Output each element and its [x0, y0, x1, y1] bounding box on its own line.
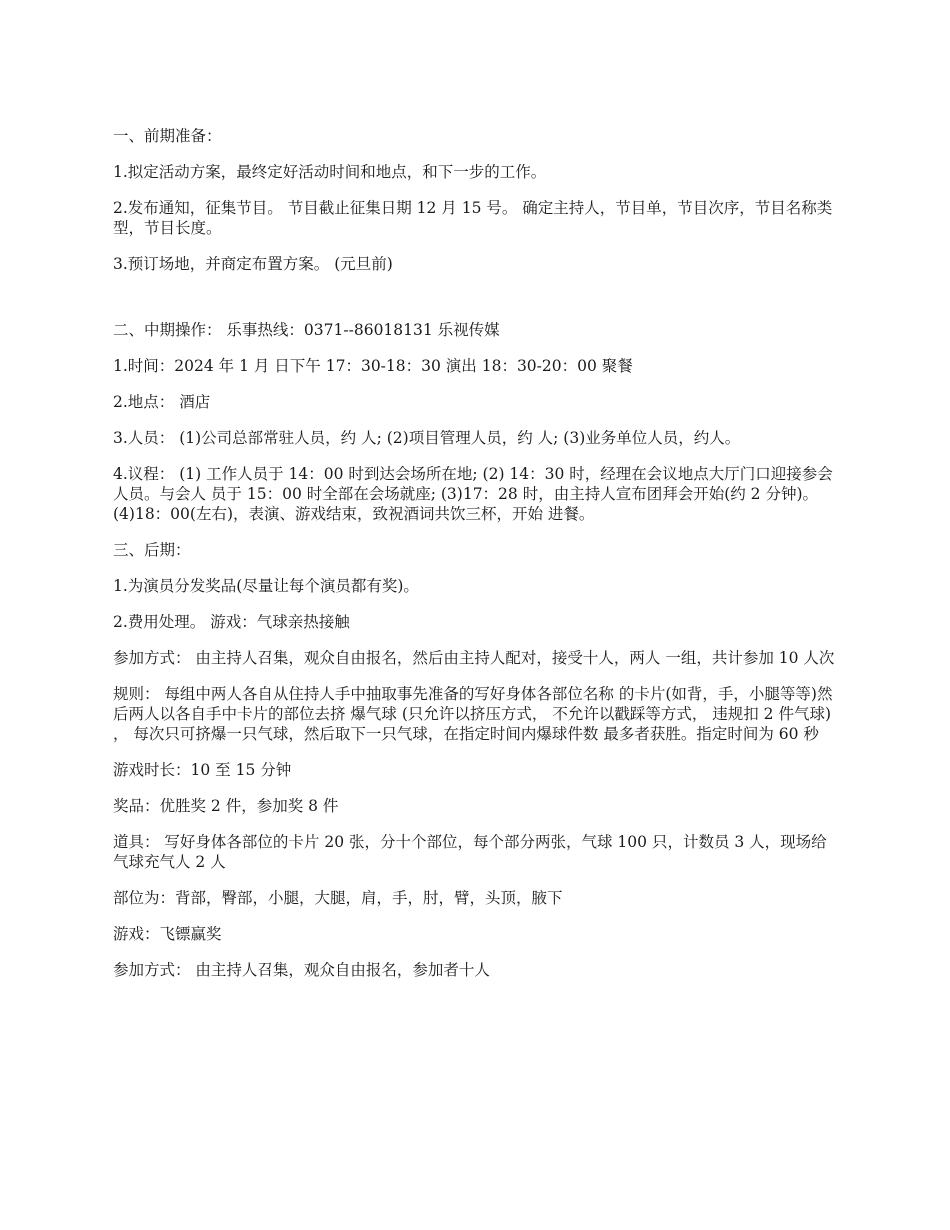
game1-rules: 规则： 每组中两人各自从住持人手中抽取事先准备的写好身体各部位名称 的卡片(如背，手，小腿等等)然后两人以各自手中卡片的部位去挤 爆气球 (只允许以挤压方式， 不允许以戳踩等方式， 违规扣 2 件气球) ， 每次只可挤爆一只气球，然后取下一只气球，在指定时间内爆球件数 最多者获胜。指定时间为 60 秒	[113, 685, 833, 743]
section-heading-preparation: 一、前期准备：	[113, 127, 222, 145]
prep-item-3: 3.预订场地，并商定布置方案。 (元旦前)	[113, 255, 393, 273]
game1-participation: 参加方式： 由主持人召集，观众自由报名，然后由主持人配对，接受十人，两人 一组，共计参加 10 人次	[113, 649, 835, 667]
game1-prizes: 奖品：优胜奖 2 件，参加奖 8 件	[113, 797, 339, 815]
op-item-personnel: 3.人员： (1)公司总部常驻人员，约 人; (2)项目管理人员，约 人; (3)业务单位人员，约人。	[113, 429, 741, 447]
op-item-agenda: 4.议程： (1) 工作人员于 14：00 时到达会场所在地; (2) 14：30 时，经理在会议地点大厅门口迎接参会人员。与会人 员于 15：00 时全部在会场就座; (3)17：28 时，由主持人宣布团拜会开始(约 2 分钟)。 (4)18：00(左右)，表演、游戏结束，致祝酒词共饮三杯，开始 进餐。	[113, 465, 833, 523]
section-heading-post: 三、后期：	[113, 541, 191, 559]
op-item-location: 2.地点： 酒店	[113, 393, 211, 411]
game1-props: 道具： 写好身体各部位的卡片 20 张，分十个部位，每个部分两张，气球 100 只，计数员 3 人，现场给气球充气人 2 人	[113, 833, 827, 871]
prep-item-2: 2.发布通知，征集节目。 节目截止征集日期 12 月 15 号。 确定主持人，节目单，节目次序，节目名称类型，节目长度。	[113, 199, 833, 237]
game2-title: 游戏：飞镖赢奖	[113, 925, 222, 943]
prep-item-1: 1.拟定活动方案，最终定好活动时间和地点，和下一步的工作。	[113, 163, 547, 181]
game1-duration: 游戏时长：10 至 15 分钟	[113, 761, 292, 779]
game1-body-parts: 部位为：背部，臀部，小腿，大腿，肩，手，肘，臂，头顶，腋下	[113, 889, 563, 907]
document-page	[113, 126, 839, 996]
op-item-time: 1.时间：2024 年 1 月 日下午 17：30-18：30 演出 18：30-20：00 聚餐	[113, 357, 633, 375]
post-item-awards: 1.为演员分发奖品(尽量让每个演员都有奖)。	[113, 577, 419, 595]
post-item-expenses-game1: 2.费用处理。 游戏：气球亲热接触	[113, 613, 350, 631]
section-heading-operation: 二、中期操作： 乐事热线：0371--86018131 乐视传媒	[113, 321, 500, 339]
game2-participation: 参加方式： 由主持人召集，观众自由报名，参加者十人	[113, 961, 490, 979]
